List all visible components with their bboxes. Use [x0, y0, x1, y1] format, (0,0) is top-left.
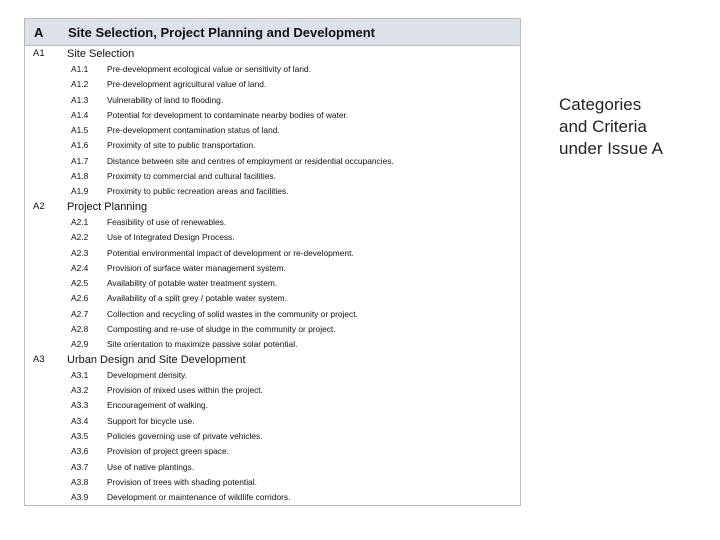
criterion-row	[25, 61, 520, 76]
criterion-text: Pre-development ecological value or sensitivity of land.	[107, 63, 311, 74]
criterion-code: A3.9	[71, 492, 89, 503]
category-title: Site Selection	[67, 47, 135, 60]
criterion-row	[25, 122, 520, 137]
criterion-row	[25, 367, 520, 382]
criterion-code: A2.9	[71, 339, 89, 350]
criterion-text: Provision of project green space.	[107, 446, 229, 457]
table-header	[25, 19, 520, 46]
criterion-text: Development or maintenance of wildlife corridors.	[107, 492, 291, 503]
criterion-row	[25, 398, 520, 413]
criterion-text: Collection and recycling of solid wastes in the community or project.	[107, 308, 358, 319]
criterion-code: A3.1	[71, 369, 89, 380]
criterion-text: Proximity to commercial and cultural facilities.	[107, 171, 276, 182]
criterion-code: A2.6	[71, 293, 89, 304]
criterion-row	[25, 337, 520, 352]
criterion-row	[25, 490, 520, 505]
category-title: Project Planning	[67, 200, 148, 213]
criterion-row	[25, 260, 520, 275]
criterion-text: Potential for development to contaminate nearby bodies of water.	[107, 109, 349, 120]
criterion-text: Site orientation to maximize passive solar potential.	[107, 339, 298, 350]
caption-line-3: under Issue A	[559, 139, 663, 158]
table-body	[25, 46, 520, 505]
criterion-code: A3.3	[71, 400, 89, 411]
criterion-code: A1.6	[71, 140, 89, 151]
criterion-row	[25, 321, 520, 336]
category-row	[25, 199, 520, 214]
criterion-row	[25, 214, 520, 229]
criterion-text: Availability of a split grey / potable water system.	[107, 293, 287, 304]
criterion-code: A2.5	[71, 278, 89, 289]
criterion-code: A3.7	[71, 461, 89, 472]
criterion-code: A2.7	[71, 308, 89, 319]
criterion-code: A3.5	[71, 431, 89, 442]
criterion-code: A1.4	[71, 109, 89, 120]
criterion-text: Distance between site and centres of employment or residential occupancies.	[107, 155, 394, 166]
criterion-text: Pre-development contamination status of land.	[107, 125, 280, 136]
criterion-row	[25, 306, 520, 321]
criterion-row	[25, 275, 520, 290]
criteria-table	[24, 18, 521, 506]
criterion-code: A2.1	[71, 216, 89, 227]
criterion-text: Availability of potable water treatment system.	[107, 278, 278, 289]
caption-line-2: and Criteria	[559, 117, 647, 136]
criterion-text: Support for bicycle use.	[107, 415, 195, 426]
criterion-row	[25, 474, 520, 489]
criterion-row	[25, 444, 520, 459]
category-code: A3	[33, 354, 45, 366]
criterion-row	[25, 153, 520, 168]
criterion-row	[25, 107, 520, 122]
slide-caption	[559, 94, 709, 160]
criterion-text: Provision of trees with shading potential.	[107, 476, 257, 487]
criterion-code: A1.5	[71, 125, 89, 136]
criterion-text: Pre-development agricultural value of land.	[107, 79, 267, 90]
criterion-row	[25, 459, 520, 474]
criterion-code: A3.8	[71, 476, 89, 487]
criterion-code: A3.4	[71, 415, 89, 426]
criterion-row	[25, 230, 520, 245]
criterion-text: Use of native plantings.	[107, 461, 195, 472]
criterion-code: A2.4	[71, 262, 89, 273]
criterion-code: A1.8	[71, 171, 89, 182]
criterion-row	[25, 184, 520, 199]
criterion-text: Provision of mixed uses within the project.	[107, 385, 263, 396]
criterion-row	[25, 428, 520, 443]
criterion-text: Proximity to public recreation areas and facilities.	[107, 186, 289, 197]
criterion-code: A1.7	[71, 155, 89, 166]
criterion-code: A3.6	[71, 446, 89, 457]
criterion-code: A1.1	[71, 63, 89, 74]
issue-code: A	[34, 24, 44, 40]
criterion-text: Policies governing use of private vehicles.	[107, 431, 263, 442]
criterion-code: A3.2	[71, 385, 89, 396]
category-row	[25, 352, 520, 367]
criterion-row	[25, 291, 520, 306]
criterion-text: Use of Integrated Design Process.	[107, 232, 235, 243]
category-row	[25, 46, 520, 61]
criterion-row	[25, 168, 520, 183]
criterion-code: A1.2	[71, 79, 89, 90]
criterion-row	[25, 138, 520, 153]
criterion-row	[25, 413, 520, 428]
criterion-text: Potential environmental impact of development or re-development.	[107, 247, 354, 258]
criterion-row	[25, 383, 520, 398]
criterion-text: Feasibility of use of renewables.	[107, 216, 227, 227]
criterion-text: Encouragement of walking.	[107, 400, 209, 411]
category-title: Urban Design and Site Development	[67, 353, 246, 366]
criterion-code: A1.3	[71, 94, 89, 105]
criterion-text: Development density.	[107, 369, 187, 380]
caption-line-1: Categories	[559, 95, 642, 114]
criterion-code: A2.2	[71, 232, 89, 243]
criterion-text: Vulnerability of land to flooding.	[107, 94, 224, 105]
criterion-code: A2.3	[71, 247, 89, 258]
criterion-row	[25, 92, 520, 107]
criterion-text: Proximity of site to public transportation.	[107, 140, 256, 151]
category-code: A2	[33, 201, 45, 213]
criterion-text: Provision of surface water management system.	[107, 262, 286, 273]
criterion-row	[25, 245, 520, 260]
criterion-code: A2.8	[71, 323, 89, 334]
criterion-code: A1.9	[71, 186, 89, 197]
issue-title: Site Selection, Project Planning and Development	[68, 24, 376, 40]
criterion-text: Composting and re-use of sludge in the community or project.	[107, 323, 336, 334]
category-code: A1	[33, 48, 45, 60]
criterion-row	[25, 77, 520, 92]
